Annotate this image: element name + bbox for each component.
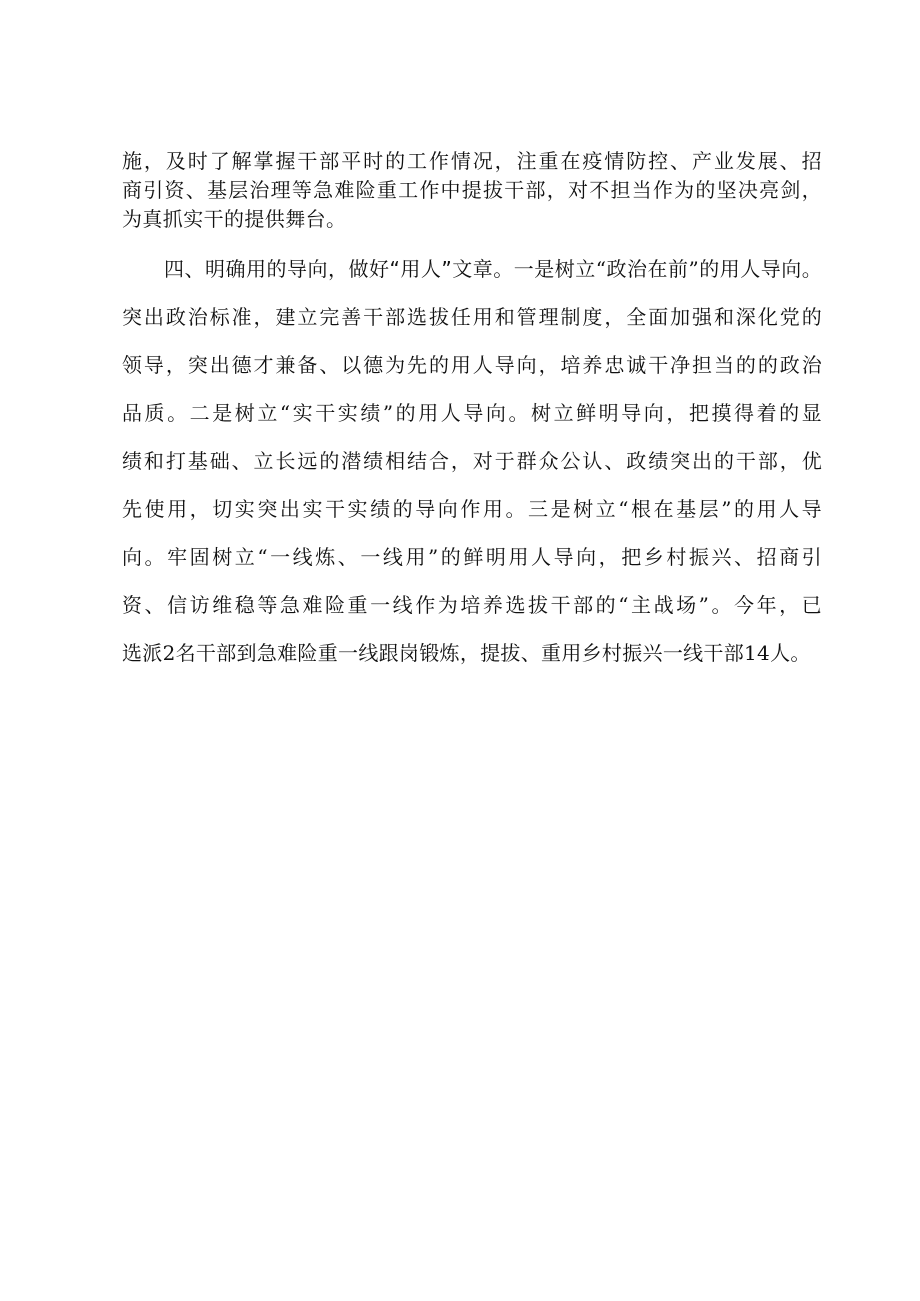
paragraph2-line-2: 突出政治标准，建立完善干部选拔任用和管理制度，全面加强和深化党的 [122, 305, 822, 329]
paragraph1-line-3: 为真抓实干的提供舞台。 [122, 207, 347, 231]
paragraph2-line-3: 领导，突出德才兼备、以德为先的用人导向，培养忠诚干净担当的的政治 [122, 353, 822, 377]
paragraph1-line-1: 施，及时了解掌握干部平时的工作情况，注重在疫情防控、产业发展、招 [122, 149, 822, 173]
paragraph2-line-8: 资、信访维稳等急难险重一线作为培养选拔干部的“主战场”。今年，已 [122, 593, 822, 617]
paragraph2-first-line-text: 一是树立“政治在前”的用人导向。 [513, 257, 823, 281]
paragraph-cadre-promotion [122, 147, 822, 234]
paragraph2-line-4: 品质。二是树立“实干实绩”的用人导向。树立鲜明导向，把摸得着的显 [122, 401, 822, 425]
paragraph2-line-9: 选派2名干部到急难险重一线跟岗锻炼，提拔、重用乡村振兴一线干部14人。 [122, 641, 811, 665]
paragraph2-line-6: 先使用，切实突出实干实绩的导向作用。三是树立“根在基层”的用人导 [122, 497, 822, 521]
paragraph2-line-7: 向。牢固树立“一线炼、一线用”的鲜明用人导向，把乡村振兴、招商引 [122, 545, 822, 569]
section-heading: 四、明确用的导向，做好“用人”文章。 [164, 257, 514, 281]
paragraph1-line-2: 商引资、基层治理等急难险重工作中提拔干部，对不担当作为的坚决亮剑， [122, 178, 822, 202]
paragraph2-line-1 [122, 245, 822, 293]
paragraph-employment-orientation [122, 245, 822, 677]
paragraph2-line-5: 绩和打基础、立长远的潜绩相结合，对于群众公认、政绩突出的干部，优 [122, 449, 822, 473]
